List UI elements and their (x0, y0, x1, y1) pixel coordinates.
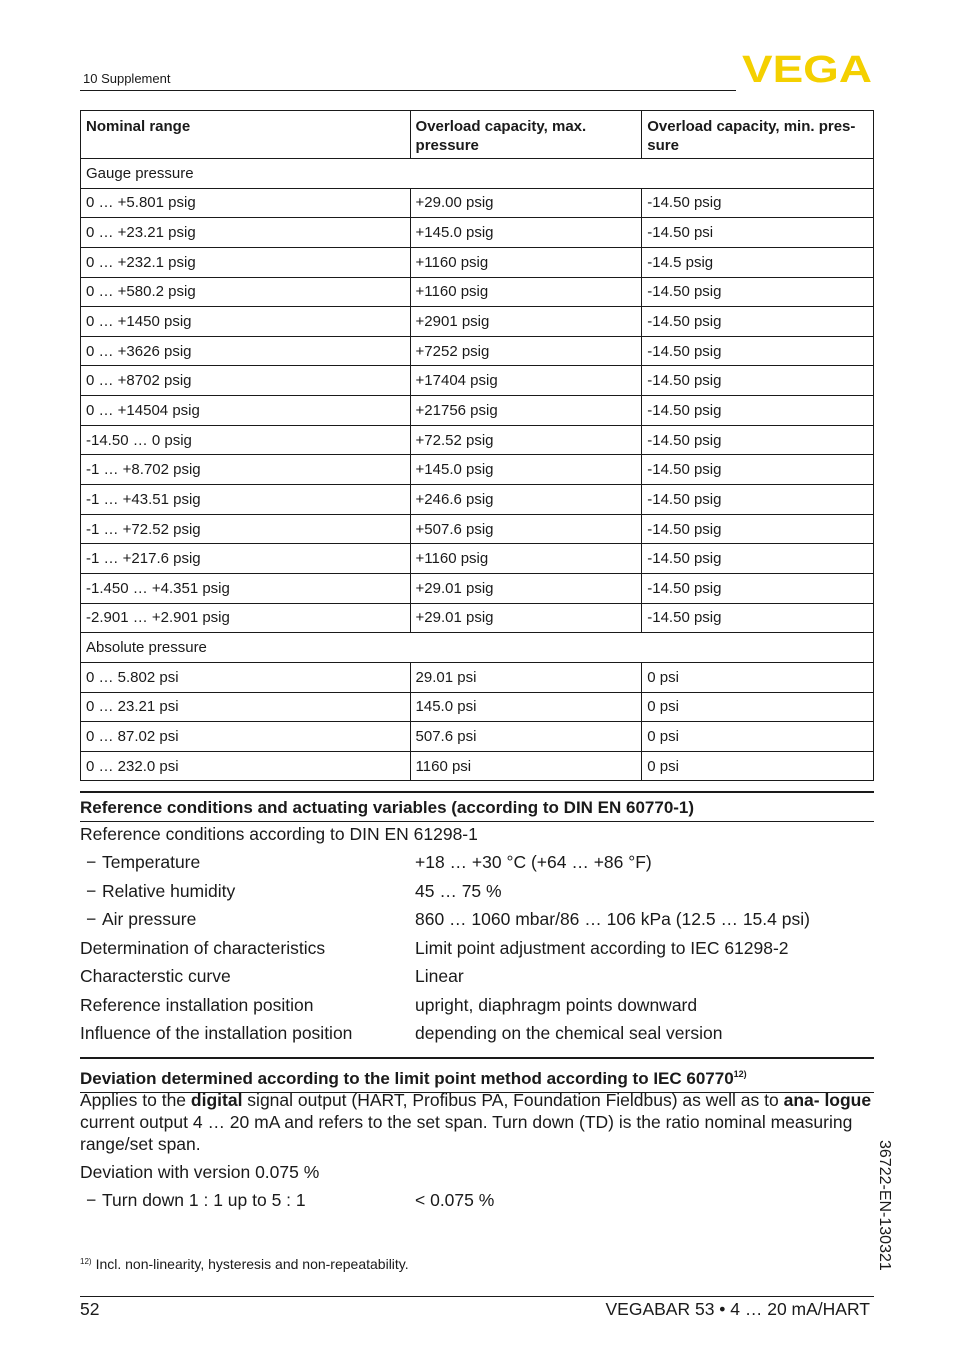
cell-range: 0 … 23.21 psi (81, 692, 411, 722)
cell-min: -14.50 psig (642, 603, 874, 633)
cell-range: 0 … +580.2 psig (81, 277, 411, 307)
text-run-bold: ana- logue (783, 1090, 872, 1110)
cell-min: -14.50 psig (642, 514, 874, 544)
cell-min: -14.50 psig (642, 425, 874, 455)
table-row (81, 307, 874, 337)
cell-max: +507.6 psig (410, 514, 642, 544)
spec-label: Influence of the installation position (80, 1023, 353, 1043)
table-row (81, 603, 874, 633)
cell-range: 0 … +8702 psig (81, 366, 411, 396)
cell-min: -14.50 psig (642, 188, 874, 218)
group-label: Gauge pressure (81, 159, 874, 189)
table-row (81, 277, 874, 307)
dash-bullet: − (86, 852, 97, 872)
header-overload-max: Overload capacity, max. pressure (410, 111, 642, 159)
cell-max: +145.0 psig (410, 218, 642, 248)
table-row (81, 366, 874, 396)
table-row (81, 514, 874, 544)
cell-range: 0 … 232.0 psi (81, 751, 411, 781)
header-overload-min: Overload capacity, min. pres- sure (642, 111, 874, 159)
table-row (81, 455, 874, 485)
reference-conditions-heading: Reference conditions and actuating variables (according to DIN EN 60770-1) (80, 791, 874, 822)
spec-label: Air pressure (102, 909, 197, 929)
cell-range: 0 … +23.21 psig (81, 218, 411, 248)
cell-max: +29.01 psig (410, 573, 642, 603)
dash-bullet: − (86, 1190, 97, 1210)
cell-range: -1 … +43.51 psig (81, 485, 411, 515)
cell-min: -14.5 psig (642, 247, 874, 277)
cell-min: -14.50 psig (642, 544, 874, 574)
document-id: 36722-EN-130321 (876, 1140, 893, 1271)
cell-max: +2901 psig (410, 307, 642, 337)
text-run: Applies to the (80, 1090, 191, 1110)
footnote (80, 1256, 409, 1272)
cell-range: -1.450 … +4.351 psig (81, 573, 411, 603)
cell-min: 0 psi (642, 722, 874, 752)
table-row (81, 722, 874, 752)
cell-max: +246.6 psig (410, 485, 642, 515)
cell-range: 0 … +5.801 psig (81, 188, 411, 218)
dash-bullet: − (86, 909, 97, 929)
product-name: VEGABAR 53 • 4 … 20 mA/HART (605, 1299, 870, 1319)
deviation-heading-text: Deviation determined according to the limit point method according to IEC 60770 (80, 1069, 734, 1088)
text-run: current output 4 … 20 mA and refers to the set span. Turn down (TD) is the ratio nominal measuring range/set span. (80, 1112, 853, 1154)
table-row (81, 692, 874, 722)
cell-min: -14.50 psig (642, 277, 874, 307)
cell-range: 0 … +14504 psig (81, 396, 411, 426)
text-run-bold: digital (190, 1090, 243, 1110)
cell-min: -14.50 psig (642, 455, 874, 485)
cell-max: +145.0 psig (410, 455, 642, 485)
cell-max: 1160 psi (410, 751, 642, 781)
cell-range: -1 … +217.6 psig (81, 544, 411, 574)
table-row (81, 425, 874, 455)
table-header-row (81, 111, 874, 159)
table-row (81, 218, 874, 248)
spec-value: < 0.075 % (415, 1190, 495, 1210)
cell-min: -14.50 psig (642, 366, 874, 396)
deviation-description (80, 1089, 874, 1155)
table-row (81, 247, 874, 277)
spec-label: Turn down 1 : 1 up to 5 : 1 (102, 1190, 306, 1210)
cell-max: 29.01 psi (410, 662, 642, 692)
footnote-ref: 12) (733, 1069, 747, 1079)
cell-range: 0 … +232.1 psig (81, 247, 411, 277)
spec-label: Relative humidity (102, 881, 236, 901)
header-divider (80, 90, 736, 91)
cell-min: -14.50 psig (642, 573, 874, 603)
cell-max: +21756 psig (410, 396, 642, 426)
spec-value: upright, diaphragm points downward (415, 995, 698, 1015)
deviation-heading (80, 1057, 874, 1093)
cell-min: -14.50 psig (642, 307, 874, 337)
cell-max: +1160 psig (410, 277, 642, 307)
table-row (81, 662, 874, 692)
cell-min: 0 psi (642, 692, 874, 722)
table-row (81, 544, 874, 574)
reference-intro-text: Reference conditions according to DIN EN 61298-1 (80, 824, 478, 844)
cell-min: 0 psi (642, 751, 874, 781)
cell-max: +29.00 psig (410, 188, 642, 218)
dash-bullet: − (86, 881, 97, 901)
spec-label: Reference installation position (80, 995, 314, 1015)
spec-label: Characterstic curve (80, 966, 231, 986)
cell-max: 507.6 psi (410, 722, 642, 752)
group-row-absolute (81, 633, 874, 663)
cell-max: +29.01 psig (410, 603, 642, 633)
vega-logo (742, 51, 874, 85)
section-header: 10 Supplement (83, 71, 171, 86)
cell-max: +17404 psig (410, 366, 642, 396)
footer-divider (80, 1296, 874, 1297)
table-row (81, 396, 874, 426)
cell-range: 0 … +1450 psig (81, 307, 411, 337)
deviation-version-text: Deviation with version 0.075 % (80, 1162, 320, 1182)
group-row-gauge (81, 159, 874, 189)
cell-min: -14.50 psi (642, 218, 874, 248)
spec-value: Linear (415, 966, 464, 986)
table-row (81, 751, 874, 781)
cell-range: -1 … +72.52 psig (81, 514, 411, 544)
group-label: Absolute pressure (81, 633, 874, 663)
text-run: signal output (HART, Profibus PA, Foundation Fieldbus) as well as to (242, 1090, 784, 1110)
cell-range: -14.50 … 0 psig (81, 425, 411, 455)
table-row (81, 188, 874, 218)
footnote-number: 12) (80, 1257, 92, 1266)
table-row (81, 336, 874, 366)
cell-max: +72.52 psig (410, 425, 642, 455)
spec-value: Limit point adjustment according to IEC 61298-2 (415, 938, 789, 958)
cell-max: +7252 psig (410, 336, 642, 366)
cell-min: -14.50 psig (642, 485, 874, 515)
cell-min: -14.50 psig (642, 396, 874, 426)
header-nominal-range: Nominal range (81, 111, 411, 159)
cell-min: 0 psi (642, 662, 874, 692)
cell-range: 0 … 87.02 psi (81, 722, 411, 752)
table-row (81, 485, 874, 515)
vega-logo-text: VEGA (742, 51, 872, 85)
spec-label: Determination of characteristics (80, 938, 326, 958)
spec-value: +18 … +30 °C (+64 … +86 °F) (415, 852, 652, 872)
footnote-text: Incl. non-linearity, hysteresis and non-repeatability. (95, 1256, 409, 1272)
table-row (81, 573, 874, 603)
cell-min: -14.50 psig (642, 336, 874, 366)
cell-max: +1160 psig (410, 544, 642, 574)
spec-label: Temperature (102, 852, 201, 872)
spec-value: 45 … 75 % (415, 881, 502, 901)
spec-value: depending on the chemical seal version (415, 1023, 723, 1043)
pressure-range-table (80, 110, 874, 781)
spec-value: 860 … 1060 mbar/86 … 106 kPa (12.5 … 15.4 psi) (415, 909, 810, 929)
cell-range: -2.901 … +2.901 psig (81, 603, 411, 633)
cell-range: 0 … +3626 psig (81, 336, 411, 366)
cell-range: 0 … 5.802 psi (81, 662, 411, 692)
cell-max: 145.0 psi (410, 692, 642, 722)
page-number: 52 (80, 1299, 100, 1319)
cell-range: -1 … +8.702 psig (81, 455, 411, 485)
cell-max: +1160 psig (410, 247, 642, 277)
